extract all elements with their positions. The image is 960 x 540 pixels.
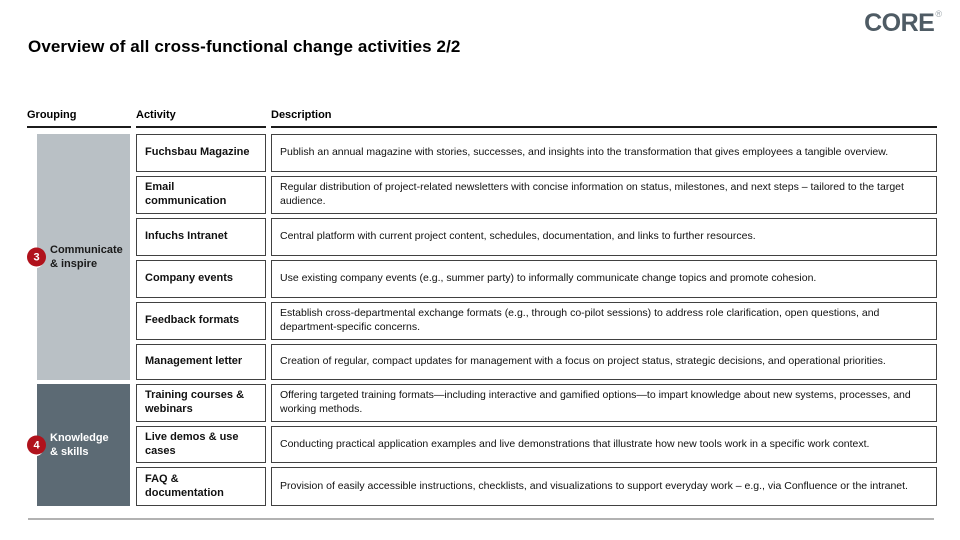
column-header-activity: Activity <box>136 106 266 128</box>
group-label-line2: & inspire <box>50 258 98 270</box>
description-cell: Establish cross-departmental exchange formats (e.g., through co-pilot sessions) to address role clarification, open questions, and department-specific concerns. <box>271 302 937 340</box>
description-cell: Provision of easily accessible instructions, checklists, and visualizations to support everyday work – e.g., via Confluence or the intranet. <box>271 467 937 506</box>
group-block-knowledge-skills <box>33 384 130 506</box>
group-block-communicate-inspire <box>33 134 130 380</box>
page-title: Overview of all cross-functional change activities 2/2 <box>28 37 461 56</box>
description-cell: Regular distribution of project-related newsletters with concise information on status, milestones, and next steps – tailored to the target audience. <box>271 176 937 214</box>
registered-mark-icon: ® <box>935 9 942 19</box>
activity-cell: Company events <box>136 260 266 298</box>
description-cell: Central platform with current project content, schedules, documentation, and links to further resources. <box>271 218 937 256</box>
group-number-badge: 4 <box>27 436 46 455</box>
core-logo <box>858 9 942 38</box>
description-cell: Conducting practical application examples and live demonstrations that illustrate how new tools work in a specific work context. <box>271 426 937 463</box>
description-cell: Use existing company events (e.g., summer party) to informally communicate change topics and promote cohesion. <box>271 260 937 298</box>
activity-cell: Training courses & webinars <box>136 384 266 422</box>
activity-cell: Management letter <box>136 344 266 380</box>
activity-cell: Email communication <box>136 176 266 214</box>
logo-text: CORE <box>864 9 935 37</box>
activity-cell: Infuchs Intranet <box>136 218 266 256</box>
description-cell: Offering targeted training formats—including interactive and gamified options—to impart knowledge about new systems, processes, and working methods. <box>271 384 937 422</box>
group-label-line1: Communicate <box>50 243 123 256</box>
activity-cell: FAQ & documentation <box>136 467 266 506</box>
footer-divider <box>28 518 934 520</box>
activity-cell: Feedback formats <box>136 302 266 340</box>
group-label <box>50 431 130 460</box>
activity-cell: Fuchsbau Magazine <box>136 134 266 172</box>
group-number-badge: 3 <box>27 248 46 267</box>
description-cell: Publish an annual magazine with stories, successes, and insights into the transformation that gives employees a tangible overview. <box>271 134 937 172</box>
group-label <box>50 243 130 272</box>
group-label-line2: & skills <box>50 446 89 458</box>
column-header-grouping: Grouping <box>27 106 131 128</box>
group-label-line1: Knowledge <box>50 431 109 444</box>
description-cell: Creation of regular, compact updates for management with a focus on project status, strategic decisions, and operational priorities. <box>271 344 937 380</box>
column-header-description: Description <box>271 106 937 128</box>
activity-cell: Live demos & use cases <box>136 426 266 463</box>
